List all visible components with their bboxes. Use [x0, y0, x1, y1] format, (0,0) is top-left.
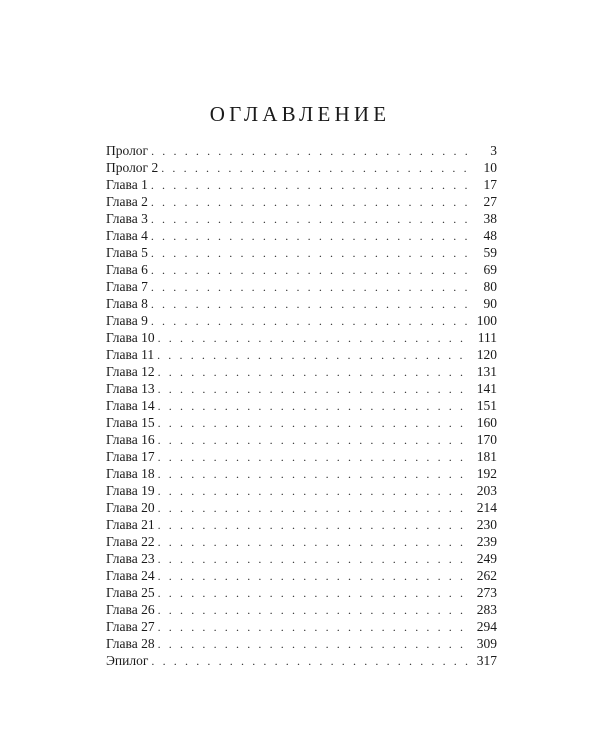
dot-leader	[151, 296, 468, 313]
toc-entry[interactable]	[106, 652, 497, 669]
toc-entry-page-number: 262	[476, 568, 497, 583]
dot-leader	[158, 551, 468, 568]
dot-leader	[158, 585, 468, 602]
toc-entry-label: Глава 17	[106, 449, 155, 464]
toc-entry-page-number: 273	[476, 585, 497, 600]
toc-entry[interactable]	[106, 159, 497, 176]
toc-entry[interactable]	[106, 346, 497, 363]
toc-entry-label: Глава 15	[106, 415, 155, 430]
toc-entry[interactable]	[106, 499, 497, 516]
toc-entry-page-number: 48	[483, 228, 497, 243]
toc-entry-label: Глава 20	[106, 500, 155, 515]
toc-entry[interactable]	[106, 465, 497, 482]
toc-entry[interactable]	[106, 329, 497, 346]
toc-title: ОГЛАВЛЕНИЕ	[209, 102, 391, 126]
toc-entry[interactable]	[106, 482, 497, 499]
toc-entry-page-number: 120	[476, 347, 497, 362]
toc-entry[interactable]	[106, 142, 497, 159]
dot-leader	[158, 483, 468, 500]
dot-leader	[151, 228, 468, 245]
dot-leader	[158, 636, 468, 653]
toc-entry[interactable]	[106, 431, 497, 448]
toc-entry-label: Глава 6	[106, 262, 148, 277]
toc-entry[interactable]	[106, 601, 497, 618]
toc-list	[106, 142, 497, 669]
toc-entry-page-number: 294	[476, 619, 497, 634]
dot-leader	[158, 517, 468, 534]
toc-entry-label: Глава 7	[106, 279, 148, 294]
toc-entry-label: Глава 25	[106, 585, 155, 600]
toc-entry-label: Глава 19	[106, 483, 155, 498]
dot-leader	[151, 279, 468, 296]
toc-entry[interactable]	[106, 584, 497, 601]
toc-entry-label: Эпилог	[106, 653, 149, 668]
toc-entry[interactable]	[106, 516, 497, 533]
toc-entry-page-number: 230	[476, 517, 497, 532]
dot-leader	[151, 211, 468, 228]
toc-entry-label: Глава 22	[106, 534, 155, 549]
toc-entry-page-number: 214	[476, 500, 497, 515]
toc-entry-label: Глава 26	[106, 602, 155, 617]
toc-entry-label: Глава 13	[106, 381, 155, 396]
toc-entry-label: Глава 12	[106, 364, 155, 379]
toc-entry-page-number: 27	[483, 194, 497, 209]
toc-entry-label: Глава 8	[106, 296, 148, 311]
toc-entry-label: Глава 24	[106, 568, 155, 583]
toc-entry[interactable]	[106, 312, 497, 329]
toc-entry[interactable]	[106, 363, 497, 380]
dot-leader	[151, 143, 468, 160]
toc-entry-label: Глава 21	[106, 517, 155, 532]
toc-entry-label: Глава 3	[106, 211, 148, 226]
dot-leader	[158, 381, 468, 398]
toc-entry[interactable]	[106, 193, 497, 210]
toc-entry-label: Глава 2	[106, 194, 148, 209]
toc-entry[interactable]	[106, 210, 497, 227]
dot-leader	[158, 568, 468, 585]
toc-entry[interactable]	[106, 635, 497, 652]
toc-entry[interactable]	[106, 244, 497, 261]
toc-entry-page-number: 160	[476, 415, 497, 430]
toc-entry-page-number: 203	[476, 483, 497, 498]
toc-entry-page-number: 170	[476, 432, 497, 447]
toc-entry-page-number: 317	[476, 653, 497, 668]
toc-entry-page-number: 100	[476, 313, 497, 328]
toc-entry-page-number: 141	[476, 381, 497, 396]
dot-leader	[161, 160, 468, 177]
toc-entry[interactable]	[106, 567, 497, 584]
toc-entry-page-number: 59	[483, 245, 497, 260]
dot-leader	[158, 364, 468, 381]
toc-entry-page-number: 239	[476, 534, 497, 549]
dot-leader	[151, 313, 468, 330]
dot-leader	[151, 177, 468, 194]
toc-entry[interactable]	[106, 550, 497, 567]
toc-entry-label: Глава 4	[106, 228, 148, 243]
dot-leader	[158, 415, 468, 432]
toc-entry[interactable]	[106, 397, 497, 414]
dot-leader	[158, 432, 468, 449]
toc-entry-page-number: 283	[476, 602, 497, 617]
toc-entry-page-number: 309	[476, 636, 497, 651]
toc-entry[interactable]	[106, 261, 497, 278]
toc-entry-page-number: 90	[483, 296, 497, 311]
toc-entry-page-number: 10	[483, 160, 497, 175]
toc-entry-label: Пролог	[106, 143, 149, 158]
toc-entry-page-number: 192	[476, 466, 497, 481]
toc-entry-label: Глава 16	[106, 432, 155, 447]
dot-leader	[151, 194, 468, 211]
toc-entry-page-number: 38	[483, 211, 497, 226]
toc-entry-label: Глава 14	[106, 398, 155, 413]
toc-entry-page-number: 181	[476, 449, 497, 464]
dot-leader	[158, 619, 468, 636]
toc-entry-label: Глава 10	[106, 330, 155, 345]
dot-leader	[151, 245, 468, 262]
toc-entry-page-number: 80	[483, 279, 497, 294]
dot-leader	[158, 449, 468, 466]
toc-entry-label: Глава 1	[106, 177, 148, 192]
toc-entry[interactable]	[106, 295, 497, 312]
toc-entry-page-number: 151	[476, 398, 497, 413]
toc-entry[interactable]	[106, 380, 497, 397]
dot-leader	[151, 262, 468, 279]
toc-entry[interactable]	[106, 176, 497, 193]
dot-leader	[151, 653, 468, 670]
dot-leader	[158, 534, 468, 551]
toc-entry-label: Глава 18	[106, 466, 155, 481]
toc-entry-label: Глава 9	[106, 313, 148, 328]
toc-entry-label: Глава 23	[106, 551, 155, 566]
dot-leader	[158, 466, 468, 483]
toc-entry-label: Глава 27	[106, 619, 155, 634]
toc-entry[interactable]	[106, 414, 497, 431]
toc-entry-page-number: 111	[477, 330, 497, 345]
toc-entry-page-number: 69	[483, 262, 497, 277]
toc-entry-label: Глава 28	[106, 636, 155, 651]
dot-leader	[158, 398, 468, 415]
toc-entry-page-number: 131	[476, 364, 497, 379]
toc-entry-label: Глава 11	[106, 347, 155, 362]
toc-entry-label: Глава 5	[106, 245, 148, 260]
toc-entry-page-number: 17	[483, 177, 497, 192]
toc-entry[interactable]	[106, 278, 497, 295]
toc-entry[interactable]	[106, 618, 497, 635]
dot-leader	[157, 347, 468, 364]
toc-entry-label: Пролог 2	[106, 160, 159, 175]
toc-entry[interactable]	[106, 533, 497, 550]
toc-entry-page-number: 3	[490, 143, 497, 158]
toc-entry[interactable]	[106, 227, 497, 244]
dot-leader	[158, 500, 468, 517]
toc-entry[interactable]	[106, 448, 497, 465]
dot-leader	[158, 330, 468, 347]
toc-entry-page-number: 249	[476, 551, 497, 566]
dot-leader	[158, 602, 468, 619]
